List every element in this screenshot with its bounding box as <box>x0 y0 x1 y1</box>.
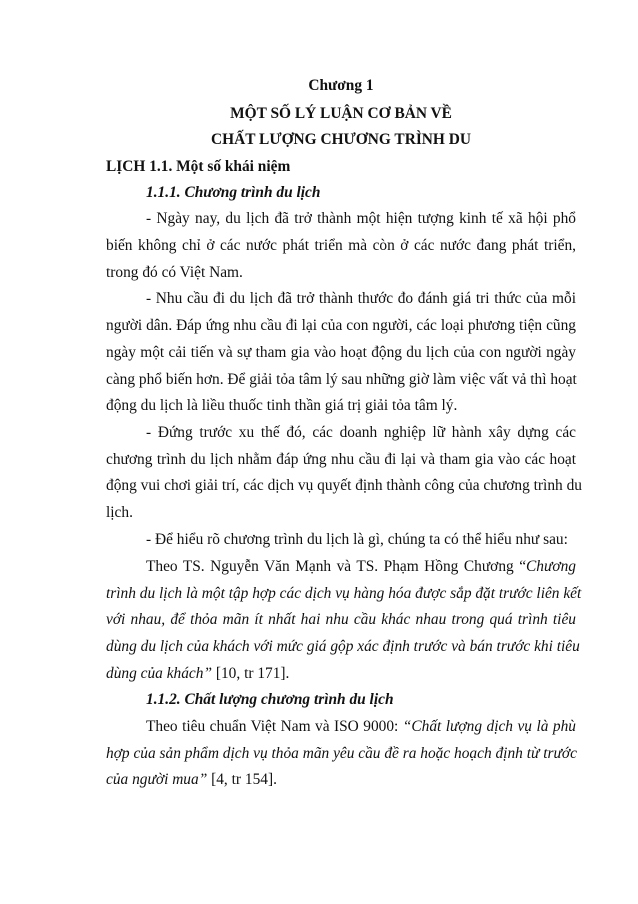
chapter-title-line-2: CHẤT LƯỢNG CHƯƠNG TRÌNH DU <box>211 131 471 148</box>
paragraph-2-line-4: càng phổ biến hơn. Để giải tỏa tâm lý sau những giờ làm việc vất vả thì hoạt <box>106 371 577 388</box>
paragraph-3-line-3: động vui chơi giải trí, các dịch vụ quyết định thành công của chương trình du <box>106 477 582 494</box>
p6-line1-italic: “Chất lượng dịch vụ là phù <box>402 718 576 735</box>
paragraph-5-line-2: trình du lịch là một tập hợp các dịch vụ hàng hóa được sắp đặt trước liên kết <box>106 585 582 602</box>
paragraph-5-line-4: dùng du lịch của khách với mức giá gộp xác định trước và bán trước khi tiêu <box>106 638 580 655</box>
section-heading-1-1-1: 1.1.1. Chương trình du lịch <box>146 184 321 201</box>
paragraph-2-line-2: người dân. Đáp ứng nhu cầu đi lại của con người, các loại phương tiện cũng <box>106 317 576 334</box>
paragraph-1-line-1: - Ngày nay, du lịch đã trở thành một hiện tượng kinh tế xã hội phổ <box>146 210 576 227</box>
p6-line1-normal: Theo tiêu chuẩn Việt Nam và ISO 9000: <box>146 718 403 735</box>
section-heading-1-1: 1.1. Một số khái niệm <box>149 158 291 175</box>
paragraph-6-line-1 <box>146 717 576 737</box>
p5-line1-normal: Theo TS. Nguyễn Văn Mạnh và TS. Phạm Hồng Chương “ <box>146 558 527 575</box>
p5-line1-italic: Chương <box>526 558 576 575</box>
paragraph-3-line-2: chương trình du lịch nhằm đáp ứng nhu cầu đi lại và tham gia vào các hoạt <box>106 451 576 468</box>
paragraph-5-line-5 <box>106 664 576 684</box>
chapter-number: Chương 1 <box>308 77 374 94</box>
paragraph-1-line-2: biến không chỉ ở các nước phát triển mà còn ở các nước đang phát triển, <box>106 237 576 254</box>
paragraph-3-line-1: - Đứng trước xu thế đó, các doanh nghiệp lữ hành xây dựng các <box>146 424 576 441</box>
paragraph-5-line-3: với nhau, để thỏa mãn ít nhất hai nhu cầu khác nhau trong quá trình tiêu <box>106 611 576 628</box>
paragraph-4: - Để hiểu rõ chương trình du lịch là gì, chúng ta có thể hiểu như sau: <box>146 531 568 548</box>
p6-line3-normal: [4, tr 154]. <box>207 771 277 788</box>
chapter-title-line-3: LỊCH <box>106 158 146 175</box>
p5-line5-italic: dùng của khách” <box>106 665 213 682</box>
paragraph-6-line-3 <box>106 770 576 790</box>
paragraph-2-line-3: ngày một cải tiến và sự tham gia vào hoạt động du lịch của con người ngày <box>106 344 576 361</box>
paragraph-6-line-2: hợp của sản phẩm dịch vụ thỏa mãn yêu cầu đề ra hoặc hoạch định từ trước <box>106 745 577 762</box>
paragraph-1-line-3: trong đó có Việt Nam. <box>106 264 243 281</box>
chapter-title-line-1: MỘT SỐ LÝ LUẬN CƠ BẢN VỀ <box>230 105 452 122</box>
paragraph-3-line-4: lịch. <box>106 504 133 521</box>
section-heading-1-1-2: 1.1.2. Chất lượng chương trình du lịch <box>146 691 394 708</box>
paragraph-2-line-5: động du lịch là liều thuốc tinh thần giá trị giải tỏa tâm lý. <box>106 397 458 414</box>
paragraph-5-line-1 <box>146 557 576 577</box>
paragraph-2-line-1: - Nhu cầu đi du lịch đã trở thành thước đo đánh giá tri thức của mỗi <box>146 290 576 307</box>
title-section-heading-line <box>106 157 576 177</box>
p5-line5-normal: [10, tr 171]. <box>212 665 290 682</box>
p6-line3-italic: của người mua” <box>106 771 208 788</box>
